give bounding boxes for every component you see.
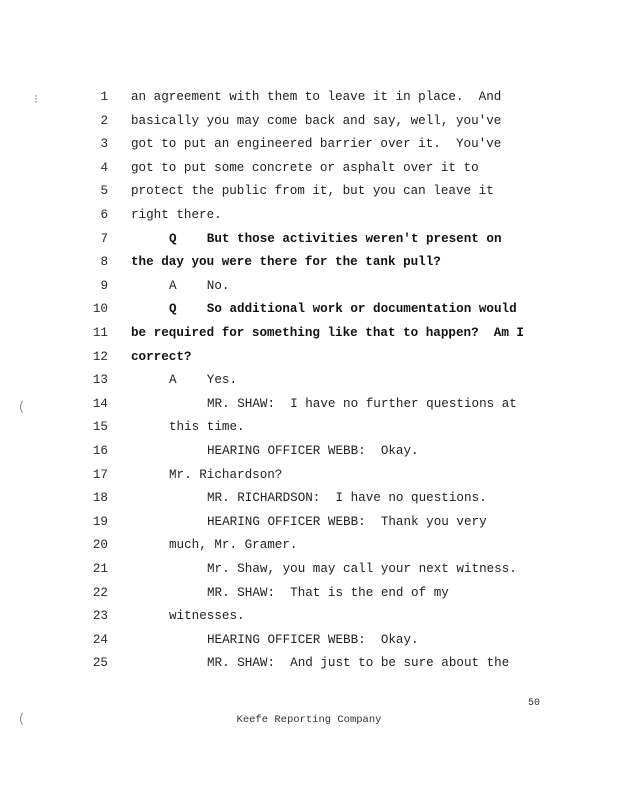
line-number: 1 [100, 90, 108, 104]
transcript-line [0, 393, 618, 416]
line-text: this time. [169, 420, 245, 435]
transcript-line [0, 464, 618, 487]
line-text: A No. [169, 278, 230, 293]
transcript-line [0, 86, 618, 109]
transcript-line [0, 511, 618, 534]
line-number: 19 [92, 514, 108, 529]
line-number: 22 [92, 585, 108, 600]
line-number: 21 [92, 562, 108, 576]
line-number: 5 [100, 184, 108, 199]
line-text: MR. SHAW: And just to be sure about the [207, 656, 510, 671]
line-number: 15 [92, 420, 108, 435]
transcript-line [0, 228, 618, 251]
line-number: 11 [92, 326, 108, 340]
line-text: protect the public from it, but you can leave it [131, 184, 494, 199]
line-number: 17 [92, 467, 108, 482]
line-text: correct? [131, 349, 192, 364]
transcript-line [0, 487, 618, 510]
line-text: right there. [131, 208, 222, 222]
line-number: 20 [92, 538, 108, 553]
line-text: MR. SHAW: That is the end of my [207, 585, 449, 600]
margin-mark-middle: ( [18, 400, 26, 414]
transcript-line [0, 204, 618, 227]
line-text: Mr. Shaw, you may call your next witness. [207, 562, 517, 576]
transcript-line [0, 298, 618, 321]
line-number: 4 [100, 160, 108, 175]
line-number: 2 [100, 113, 108, 128]
line-text: got to put some concrete or asphalt over it to [131, 160, 479, 175]
transcript-line [0, 629, 618, 652]
line-text: witnesses. [169, 609, 245, 624]
line-number: 3 [100, 137, 108, 152]
transcript-line [0, 133, 618, 156]
line-number: 7 [100, 231, 108, 246]
line-text: be required for something like that to happen? Am I [131, 326, 524, 340]
line-text: got to put an engineered barrier over it. You've [131, 137, 502, 152]
line-text: an agreement with them to leave it in place. And [131, 90, 502, 104]
line-text: much, Mr. Gramer. [169, 538, 298, 553]
transcript-line [0, 369, 618, 392]
line-text: HEARING OFFICER WEBB: Thank you very [207, 514, 487, 529]
transcript-line [0, 322, 618, 345]
transcript-line [0, 180, 618, 203]
line-number: 6 [100, 208, 108, 222]
line-number: 12 [92, 349, 108, 364]
transcript-line [0, 440, 618, 463]
transcript-line [0, 110, 618, 133]
line-text: HEARING OFFICER WEBB: Okay. [207, 632, 419, 647]
line-number: 9 [100, 278, 108, 293]
page-number: 50 [528, 698, 541, 709]
line-number: 18 [92, 491, 108, 506]
transcript-line [0, 582, 618, 605]
transcript-line [0, 346, 618, 369]
line-number: 25 [92, 656, 108, 671]
transcript-line [0, 534, 618, 557]
margin-mark-top: ⁝ [34, 93, 38, 107]
margin-mark-bottom: ( [18, 712, 26, 726]
transcript-line [0, 416, 618, 439]
transcript-line [0, 275, 618, 298]
transcript-line [0, 558, 618, 581]
line-text: Q But those activities weren't present on [169, 231, 502, 246]
footer-company: Keefe Reporting Company [236, 714, 382, 726]
line-text: MR. RICHARDSON: I have no questions. [207, 491, 487, 506]
transcript-line [0, 605, 618, 628]
line-text: basically you may come back and say, well, you've [131, 113, 502, 128]
line-number: 8 [100, 255, 108, 270]
transcript-line [0, 251, 618, 274]
line-text: Q So additional work or documentation would [169, 302, 517, 317]
line-number: 23 [92, 609, 108, 624]
line-text: Mr. Richardson? [169, 467, 283, 482]
line-number: 16 [92, 444, 108, 458]
line-number: 14 [92, 396, 108, 411]
line-number: 24 [92, 632, 108, 647]
transcript-line [0, 157, 618, 180]
line-text: HEARING OFFICER WEBB: Okay. [207, 444, 419, 458]
transcript-line [0, 652, 618, 675]
line-number: 10 [92, 302, 108, 317]
line-text: A Yes. [169, 373, 238, 388]
line-number: 13 [92, 373, 108, 388]
line-text: MR. SHAW: I have no further questions at [207, 396, 517, 411]
line-text: the day you were there for the tank pull? [131, 255, 441, 270]
